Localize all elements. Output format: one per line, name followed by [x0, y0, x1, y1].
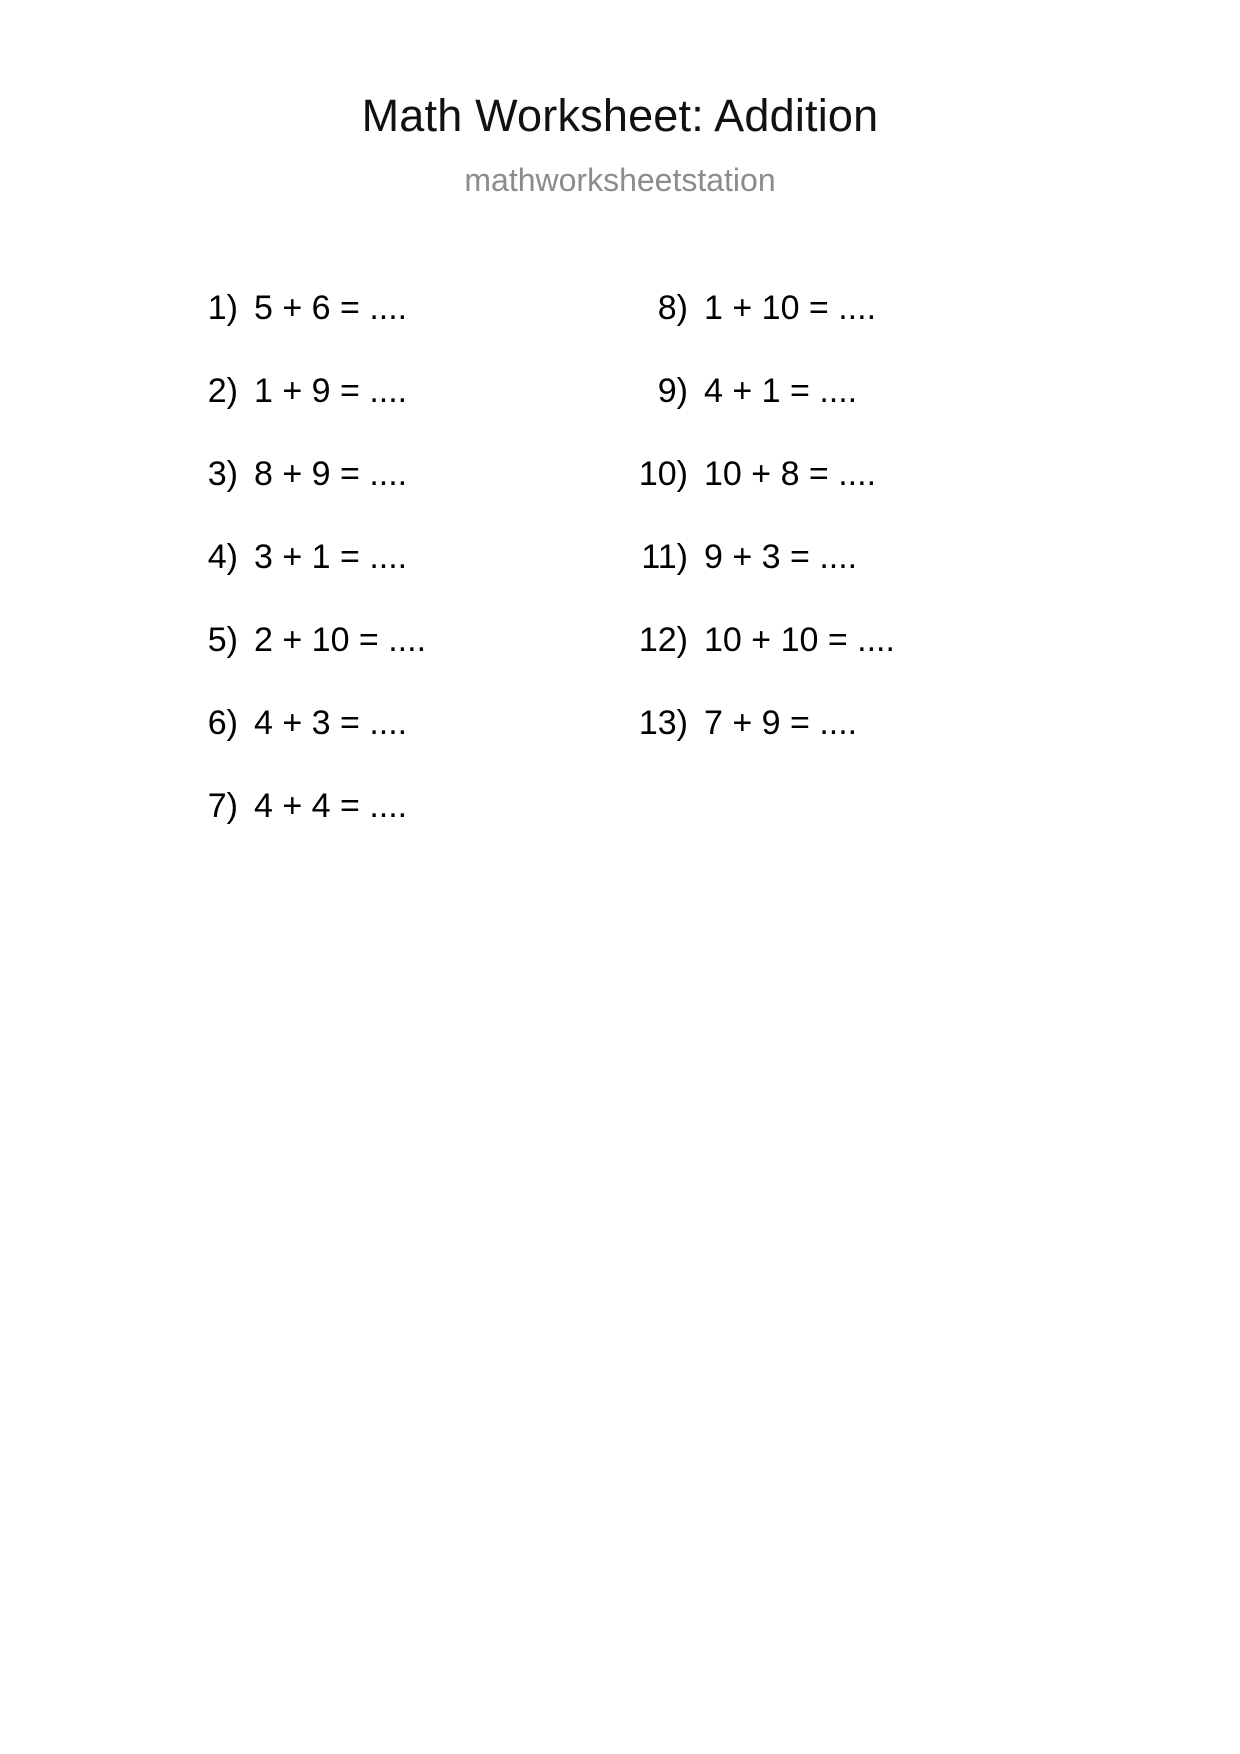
problem-number: 5)	[207, 621, 238, 659]
problem-expression: 3 + 1 = ....	[254, 538, 408, 576]
problem-expression: 7 + 9 = ....	[704, 704, 858, 742]
problem-item	[630, 540, 1090, 623]
page-title: Math Worksheet: Addition	[361, 90, 879, 141]
problem-expression: 4 + 1 = ....	[704, 372, 858, 410]
problem-item	[630, 374, 1090, 457]
problem-number: 4)	[207, 538, 238, 576]
problem-expression: 8 + 9 = ....	[254, 455, 408, 493]
problem-item	[180, 540, 630, 623]
problem-item	[180, 706, 630, 789]
problem-expression: 2 + 10 = ....	[254, 621, 427, 659]
problem-expression: 5 + 6 = ....	[254, 289, 408, 327]
problem-number: 3)	[207, 455, 238, 493]
problem-number: 7)	[207, 787, 238, 825]
problem-expression: 9 + 3 = ....	[704, 538, 858, 576]
problem-number: 8)	[657, 289, 688, 327]
problem-expression: 4 + 4 = ....	[254, 787, 408, 825]
problem-expression: 10 + 8 = ....	[704, 455, 877, 493]
problem-number: 10)	[638, 455, 688, 493]
problem-number: 6)	[207, 704, 238, 742]
problem-number: 9)	[657, 372, 688, 410]
problem-expression: 10 + 10 = ....	[704, 621, 895, 659]
problem-number: 11)	[641, 538, 688, 576]
problem-number: 1)	[207, 289, 238, 327]
problem-number: 13)	[638, 704, 688, 742]
problem-item	[180, 457, 630, 540]
problem-column-left	[180, 291, 630, 872]
problem-item	[180, 291, 630, 374]
page-subtitle: mathworksheetstation	[464, 162, 776, 198]
problem-item	[630, 706, 1090, 789]
problem-expression: 1 + 10 = ....	[704, 289, 877, 327]
problem-number: 12)	[638, 621, 688, 659]
problem-expression: 4 + 3 = ....	[254, 704, 408, 742]
problem-item	[180, 374, 630, 457]
problem-item	[630, 623, 1090, 706]
problem-item	[630, 291, 1090, 374]
problem-column-right	[630, 291, 1090, 872]
problem-expression: 1 + 9 = ....	[254, 372, 408, 410]
problem-number: 2)	[207, 372, 238, 410]
problem-item	[630, 457, 1090, 540]
problem-columns	[0, 291, 1240, 872]
problem-item	[180, 623, 630, 706]
problem-item	[180, 789, 630, 872]
